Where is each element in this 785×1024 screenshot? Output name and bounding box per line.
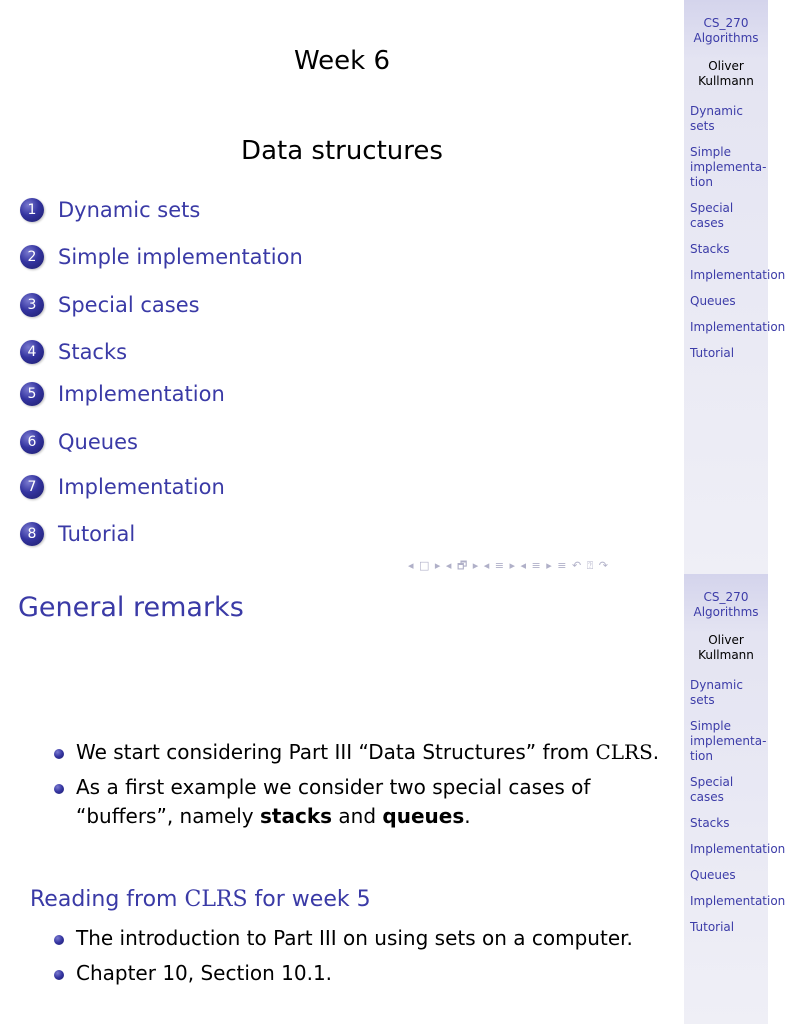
- block-title-text: Reading from: [30, 887, 185, 912]
- block-title-reading: [30, 887, 371, 912]
- list-item: The introduction to Part III on using sets on a computer.: [52, 924, 672, 953]
- toc-number-1: 1: [20, 198, 44, 222]
- list-item: [52, 773, 672, 831]
- toc-number-5: 5: [20, 382, 44, 406]
- sidebar-item-stacks[interactable]: Stacks: [690, 242, 730, 256]
- sidebar-course-name: Algorithms: [693, 31, 759, 45]
- bullet-list-reading: [52, 924, 672, 994]
- sidebar-item-simple-implementation[interactable]: [690, 145, 768, 190]
- sidebar-course-name: Algorithms: [693, 605, 759, 619]
- sidebar-nav: [684, 678, 785, 935]
- toc-label: Tutorial: [58, 522, 136, 546]
- sidebar-author: [684, 633, 768, 663]
- toc-label: Implementation: [58, 382, 225, 406]
- keyword-stacks: stacks: [260, 804, 333, 828]
- sidebar-author-last: Kullmann: [698, 74, 754, 88]
- sidebar-item-label: Simple implementa-tion: [690, 719, 767, 763]
- sidebar-item-implementation-stacks[interactable]: Implementation: [690, 268, 785, 282]
- block-title-text: for week 5: [247, 887, 371, 912]
- toc-item-queues[interactable]: [20, 430, 138, 454]
- toc-label: Dynamic sets: [58, 198, 201, 222]
- sidebar-item-tutorial[interactable]: Tutorial: [690, 346, 735, 360]
- sidebar-item-implementation-queues[interactable]: Implementation: [690, 894, 785, 908]
- sidebar-item-label: Special cases: [690, 775, 734, 804]
- toc-label: Stacks: [58, 340, 128, 364]
- toc-number-3: 3: [20, 293, 44, 317]
- sidebar-item-queues[interactable]: Queues: [690, 294, 736, 308]
- slide-title: Week 6: [293, 46, 391, 76]
- bullet-punct: .: [652, 740, 660, 764]
- sidebar-item-implementation-stacks[interactable]: Implementation: [690, 842, 785, 856]
- sidebar: [684, 574, 785, 1024]
- sidebar-author-last: Kullmann: [698, 648, 754, 662]
- sidebar-item-special-cases[interactable]: [690, 201, 768, 231]
- keyword-queues: queues: [382, 804, 465, 828]
- sidebar-item-special-cases[interactable]: [690, 775, 768, 805]
- toc-item-simple-implementation[interactable]: [20, 245, 303, 269]
- frame-title: General remarks: [18, 592, 244, 623]
- toc-label: Implementation: [58, 475, 225, 499]
- beamer-navigation-controls[interactable]: ◂ □ ▸ ◂ 🗗 ▸ ◂ ≡ ▸ ◂ ≡ ▸ ≡ ↶ ⍰ ↷: [408, 559, 610, 572]
- toc-number-7: 7: [20, 475, 44, 499]
- slide-subtitle: Data structures: [241, 136, 443, 166]
- toc-item-special-cases[interactable]: [20, 293, 200, 317]
- sidebar-item-tutorial[interactable]: Tutorial: [690, 920, 735, 934]
- sidebar-item-implementation-queues[interactable]: Implementation: [690, 320, 785, 334]
- toc-label: Special cases: [58, 293, 200, 317]
- slide-general-remarks: [0, 574, 785, 1024]
- sidebar-nav: [684, 104, 785, 361]
- sidebar-item-label: Dynamic sets: [690, 678, 743, 707]
- bullet-punct: .: [464, 804, 471, 828]
- sidebar-item-queues[interactable]: Queues: [690, 868, 736, 882]
- toc-label: Simple implementation: [58, 245, 303, 269]
- sidebar-item-label: Special cases: [690, 201, 734, 230]
- bullet-text: We start considering Part III “Data Structures” from: [76, 740, 590, 764]
- sidebar-course-code: CS_270: [703, 590, 749, 604]
- bullet-text: As a first example we consider two special cases of “buffers”, namely: [76, 775, 591, 828]
- sidebar-course[interactable]: [684, 0, 768, 46]
- clrs-reference: CLRS: [184, 887, 248, 912]
- sidebar-item-stacks[interactable]: Stacks: [690, 816, 730, 830]
- sidebar-course-code: CS_270: [703, 16, 749, 30]
- sidebar-course[interactable]: [684, 574, 768, 620]
- sidebar-author: [684, 59, 768, 89]
- toc-number-8: 8: [20, 522, 44, 546]
- sidebar-item-dynamic-sets[interactable]: [690, 104, 768, 134]
- toc-item-tutorial[interactable]: [20, 522, 135, 546]
- toc-item-dynamic-sets[interactable]: [20, 198, 200, 222]
- sidebar-author-first: Oliver: [708, 59, 744, 73]
- bullet-list-intro: [52, 738, 672, 837]
- toc-item-implementation-stacks[interactable]: [20, 382, 225, 406]
- sidebar-item-dynamic-sets[interactable]: [690, 678, 768, 708]
- bullet-text: and: [332, 804, 383, 828]
- toc-number-2: 2: [20, 245, 44, 269]
- list-item: Chapter 10, Section 10.1.: [52, 959, 672, 988]
- toc-label: Queues: [58, 430, 138, 454]
- toc-item-implementation-queues[interactable]: [20, 475, 225, 499]
- sidebar-author-first: Oliver: [708, 633, 744, 647]
- toc-number-6: 6: [20, 430, 44, 454]
- sidebar-item-simple-implementation[interactable]: [690, 719, 768, 764]
- list-item: [52, 738, 672, 767]
- sidebar-item-label: Dynamic sets: [690, 104, 743, 133]
- clrs-reference: CLRS: [595, 740, 653, 764]
- sidebar-item-label: Simple implementa-tion: [690, 145, 767, 189]
- sidebar: [684, 0, 785, 574]
- toc-number-4: 4: [20, 340, 44, 364]
- toc-item-stacks[interactable]: [20, 340, 127, 364]
